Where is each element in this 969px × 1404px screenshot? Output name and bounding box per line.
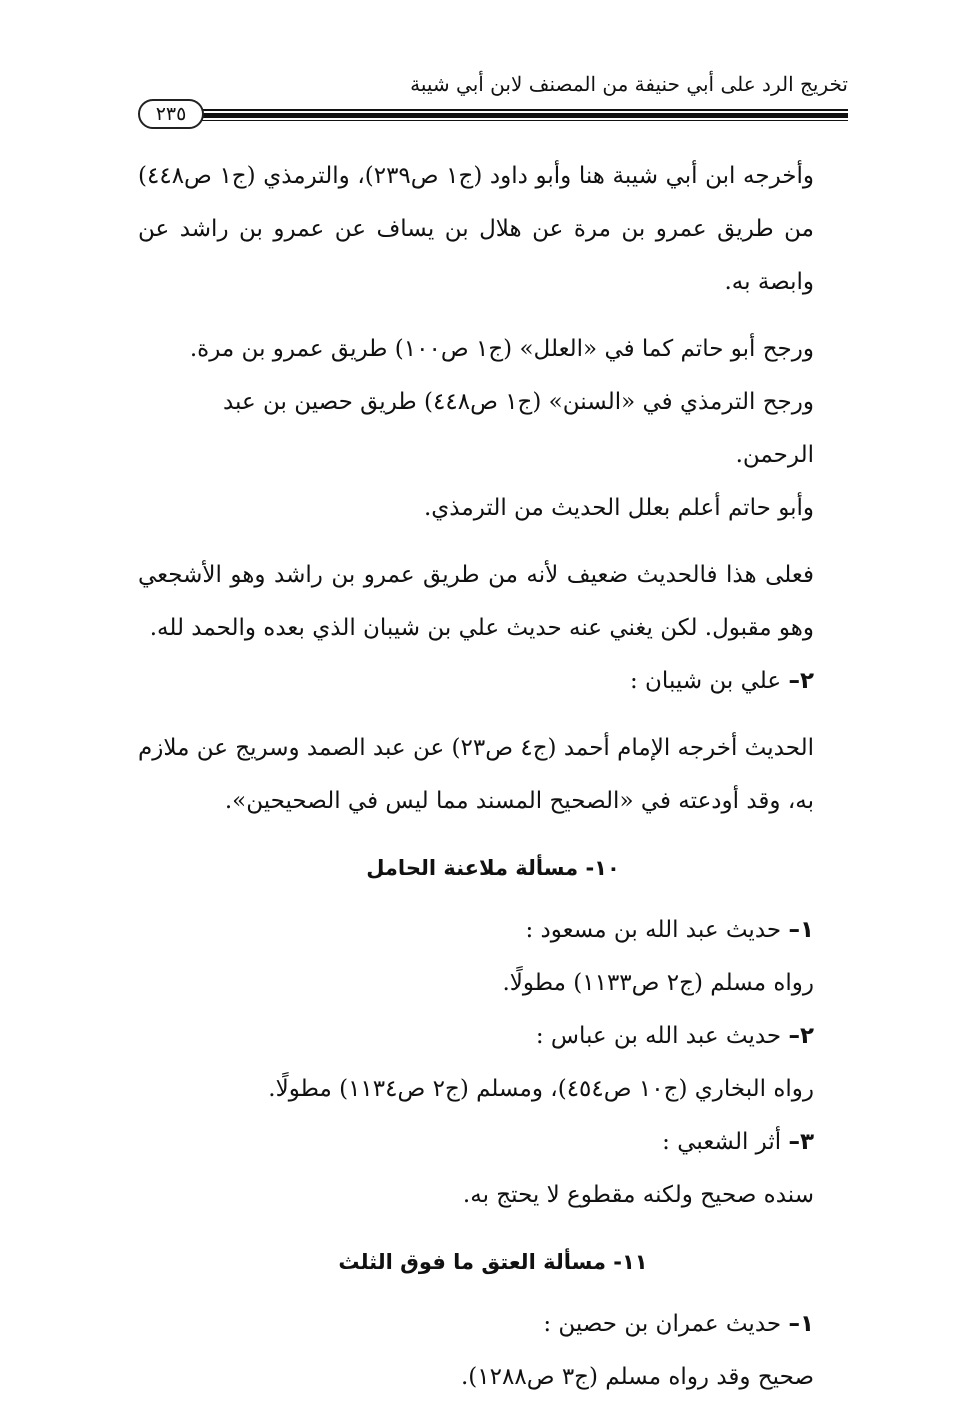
- header-rule-thick: [196, 113, 848, 118]
- paragraph-takhrij-ibn-abi-shayba: وأخرجه ابن أبي شيبة هنا وأبو داود (ج١ ص٢٣٩)، والترمذي (ج١ ص٤٤٨) من طريق عمرو بن مرة عن هلال بن يساف عن عمرو بن راشد عن وابصة به.: [138, 163, 814, 295]
- list-item-imran-bin-husayn: [138, 1298, 848, 1351]
- paragraph-tirmidhi-tarjih: ورجح الترمذي في «السنن» (ج١ ص٤٤٨) طريق حصين بن عبد الرحمن.: [222, 389, 814, 468]
- list-item-text: سنده صحيح ولكنه مقطوع لا يحتج به.: [462, 1182, 814, 1208]
- section-heading-10: ١٠- مسألة ملاعنة الحامل: [366, 856, 620, 880]
- running-header-title: تخريج الرد على أبي حنيفة من المصنف لابن أبي شيبة: [410, 72, 848, 96]
- item-title: حديث عبد الله بن مسعود :: [525, 917, 782, 943]
- list-item-ali-bin-shayban: [138, 655, 848, 708]
- list-item-text: رواه البخاري (ج١٠ ص٤٥٤)، ومسلم (ج٢ ص١١٣٤) مطولًا.: [268, 1076, 814, 1102]
- paragraph-hadith-daif: فعلى هذا فالحديث ضعيف لأنه من طريق عمرو بن راشد وهو الأشجعي وهو مقبول. لكن يغني عنه حديث علي بن شيبان الذي بعده والحمد لله.: [138, 562, 814, 641]
- item-number: ١–: [788, 1311, 814, 1337]
- list-item-ibn-abbas: [138, 1010, 848, 1063]
- header-rule-thin: [196, 109, 848, 111]
- header-rule-hairline: [196, 120, 848, 121]
- item-title: حديث عمران بن حصين :: [543, 1311, 782, 1337]
- page-body: [138, 150, 848, 1404]
- page-number-badge: ٢٣٥: [138, 99, 204, 129]
- list-item-ibn-masud: [138, 904, 848, 957]
- paragraph-ahmad-takhrij: الحديث أخرجه الإمام أحمد (ج٤ ص٢٣) عن عبد الصمد وسريج عن ملازم به، وقد أودعته في «الصحيح المسند مما ليس في الصحيحين».: [138, 735, 814, 814]
- item-number: ٢–: [788, 1023, 814, 1049]
- list-item-shabi: [138, 1116, 848, 1169]
- item-number: ١–: [788, 917, 814, 943]
- item-number: ٣–: [788, 1129, 814, 1155]
- paragraph-abu-hatim-alam: وأبو حاتم أعلم بعلل الحديث من الترمذي.: [423, 495, 814, 521]
- list-item-text: رواه مسلم (ج٢ ص١١٣٣) مطولًا.: [502, 970, 814, 996]
- paragraph-abu-hatim-tarjih: ورجح أبو حاتم كما في «العلل» (ج١ ص١٠٠) طريق عمرو بن مرة.: [189, 336, 814, 362]
- item-number: ٢–: [788, 668, 814, 694]
- item-title: علي بن شيبان :: [629, 668, 782, 694]
- item-title: حديث عبد الله بن عباس :: [535, 1023, 782, 1049]
- section-heading-11: ١١- مسألة العتق ما فوق الثلث: [338, 1250, 648, 1274]
- item-title: أثر الشعبي :: [662, 1129, 782, 1155]
- list-item-text: صحيح وقد رواه مسلم (ج٣ ص١٢٨٨).: [460, 1364, 814, 1390]
